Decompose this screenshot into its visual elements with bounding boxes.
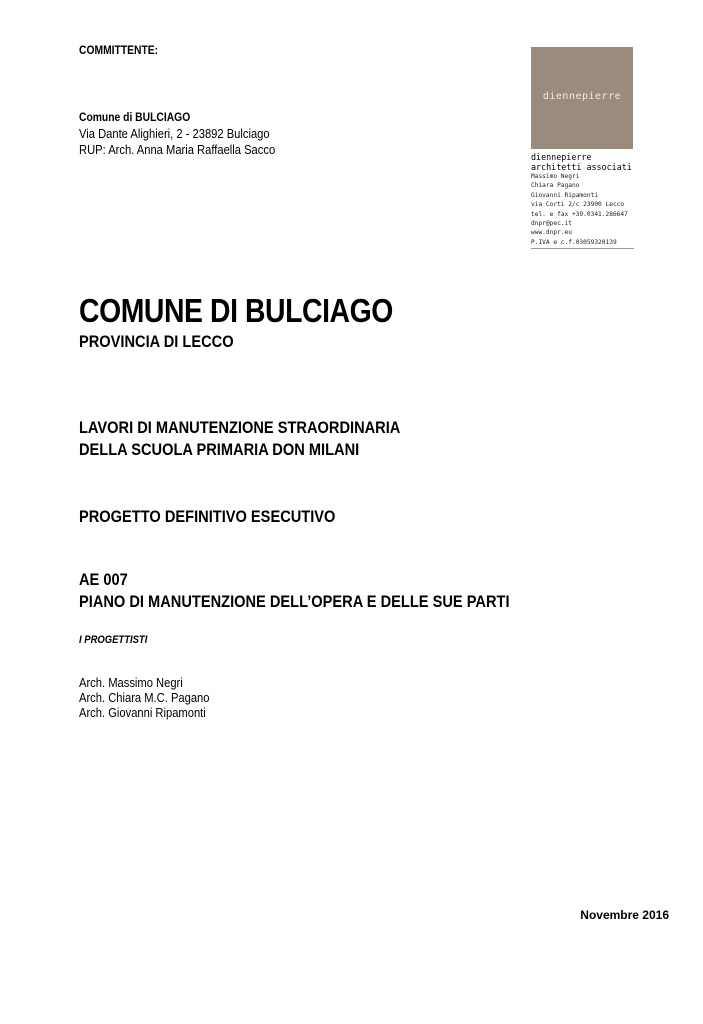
client-rup: RUP: Arch. Anna Maria Raffaella Sacco: [79, 142, 276, 157]
designers-label: I PROGETTISTI: [79, 634, 148, 646]
studio-line: via Corti 2/c 23900 Lecco: [531, 201, 625, 209]
province-title: PROVINCIA DI LECCO: [79, 332, 234, 351]
studio-line: Giovanni Ripamonti: [531, 191, 599, 199]
page-title: COMUNE DI BULCIAGO: [79, 292, 393, 329]
client-address: Via Dante Alighieri, 2 - 23892 Bulciago: [79, 126, 270, 141]
project-phase: PROGETTO DEFINITIVO ESECUTIVO: [79, 507, 336, 526]
client-name: Comune di BULCIAGO: [79, 110, 191, 124]
studio-line: dnpr@pec.it: [531, 220, 572, 228]
studio-line: tel. e fax +39.0341.286647: [531, 210, 628, 218]
designer-name: Arch. Chiara M.C. Pagano: [79, 690, 210, 705]
studio-contact-block: [531, 152, 634, 249]
works-title-line2: DELLA SCUOLA PRIMARIA DON MILANI: [79, 440, 360, 459]
designer-name: Arch. Massimo Negri: [79, 675, 183, 690]
document-code: AE 007: [79, 570, 128, 589]
document-title: PIANO DI MANUTENZIONE DELL’OPERA E DELLE SUE PARTI: [79, 592, 510, 611]
studio-line: Massimo Negri: [531, 173, 580, 180]
committente-label: COMMITTENTE:: [79, 43, 159, 57]
studio-divider: [531, 248, 634, 249]
studio-name-line2: architetti associati: [531, 162, 632, 172]
designer-name: Arch. Giovanni Ripamonti: [79, 705, 206, 720]
studio-logo: [531, 47, 633, 149]
studio-line: Chiara Pagano: [531, 182, 580, 190]
studio-name-line1: diennepierre: [531, 152, 592, 162]
studio-line: P.IVA e c.f.03059320139: [531, 238, 617, 246]
document-date: Novembre 2016: [580, 908, 669, 922]
works-title-line1: LAVORI DI MANUTENZIONE STRAORDINARIA: [79, 418, 401, 437]
studio-line: www.dnpr.eu: [531, 229, 572, 237]
logo-text: diennepierre: [542, 91, 622, 102]
